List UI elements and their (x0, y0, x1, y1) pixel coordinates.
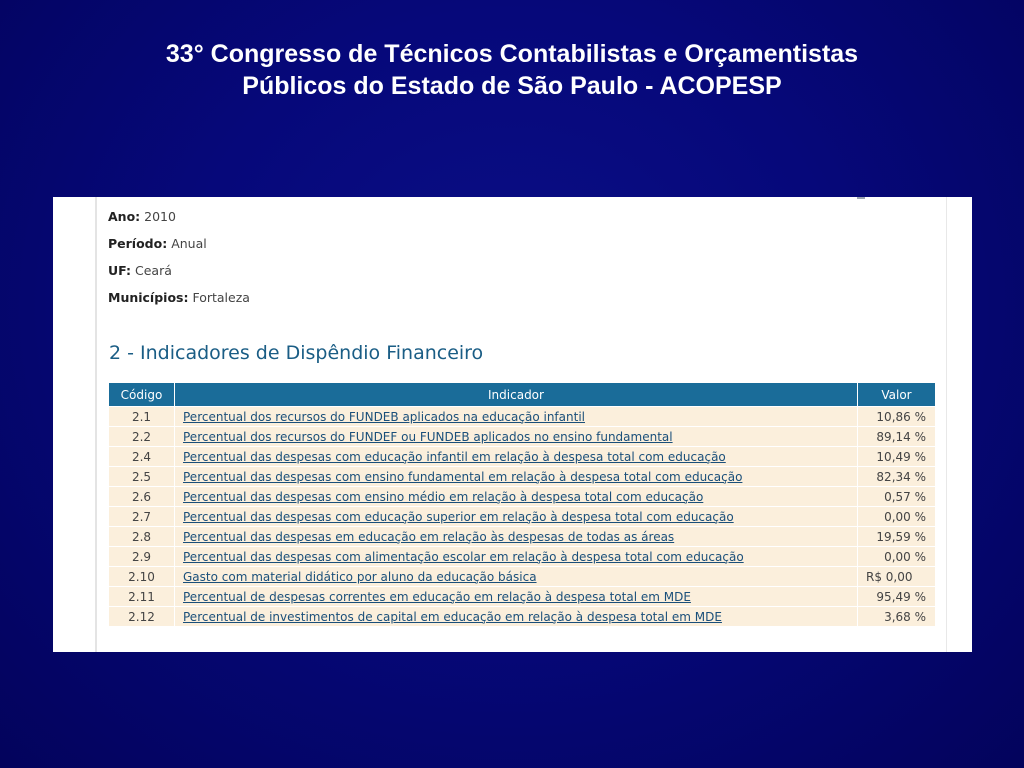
indicator-link[interactable]: Percentual de despesas correntes em educação em relação à despesa total em MDE (183, 589, 691, 604)
filter-ano (108, 209, 508, 224)
slide-title-line-1: 33° Congresso de Técnicos Contabilistas e Orçamentistas (165, 40, 859, 68)
filter-uf-value: Ceará (135, 263, 172, 278)
row-codigo: 2.10 (109, 567, 175, 587)
row-valor: 10,49 % (858, 447, 936, 467)
slide-title (0, 38, 1024, 102)
content-left-border (95, 197, 97, 652)
filter-municipios-value: Fortaleza (192, 290, 250, 305)
table-row (109, 507, 936, 527)
table-row (109, 487, 936, 507)
row-valor: 19,59 % (858, 527, 936, 547)
row-codigo: 2.12 (109, 607, 175, 627)
header-codigo: Código (109, 383, 175, 407)
indicators-table (108, 382, 936, 627)
indicator-link[interactable]: Percentual das despesas com ensino médio em relação à despesa total com educação (183, 489, 704, 504)
indicator-link[interactable]: Gasto com material didático por aluno da educação básica (183, 569, 537, 584)
table-row (109, 447, 936, 467)
content-right-border (946, 197, 947, 652)
row-valor: 3,68 % (858, 607, 936, 627)
table-row (109, 567, 936, 587)
row-valor: R$ 0,00 (858, 567, 936, 587)
table-row (109, 467, 936, 487)
indicator-link[interactable]: Percentual das despesas com alimentação escolar em relação à despesa total com educação (183, 549, 744, 564)
table-row (109, 587, 936, 607)
row-codigo: 2.7 (109, 507, 175, 527)
row-valor: 0,00 % (858, 507, 936, 527)
indicator-link[interactable]: Percentual de investimentos de capital em educação em relação à despesa total em MDE (183, 609, 722, 624)
row-codigo: 2.5 (109, 467, 175, 487)
table-row (109, 407, 936, 427)
indicator-link[interactable]: Percentual das despesas com ensino fundamental em relação à despesa total com educação (183, 469, 743, 484)
row-valor: 0,00 % (858, 547, 936, 567)
table-row (109, 547, 936, 567)
row-valor: 10,86 % (858, 407, 936, 427)
row-codigo: 2.11 (109, 587, 175, 607)
table-row (109, 427, 936, 447)
filter-uf-label: UF: (108, 263, 132, 278)
row-valor: 95,49 % (858, 587, 936, 607)
report-screenshot (53, 197, 972, 652)
slide-title-line-2: Públicos do Estado de São Paulo - ACOPESP (242, 72, 782, 100)
header-valor: Valor (858, 383, 936, 407)
row-codigo: 2.4 (109, 447, 175, 467)
row-codigo: 2.9 (109, 547, 175, 567)
indicator-link[interactable]: Percentual das despesas com educação superior em relação à despesa total com educação (183, 509, 734, 524)
table-row (109, 607, 936, 627)
filter-ano-value: 2010 (144, 209, 176, 224)
row-codigo: 2.6 (109, 487, 175, 507)
header-indicador: Indicador (175, 383, 858, 407)
row-valor: 89,14 % (858, 427, 936, 447)
filter-periodo-value: Anual (171, 236, 207, 251)
row-codigo: 2.8 (109, 527, 175, 547)
indicator-link[interactable]: Percentual das despesas com educação infantil em relação à despesa total com educação (183, 449, 726, 464)
scroll-marker (857, 197, 865, 199)
filter-periodo (108, 236, 508, 251)
section-title: 2 - Indicadores de Dispêndio Financeiro (109, 342, 484, 364)
row-codigo: 2.1 (109, 407, 175, 427)
filter-ano-label: Ano: (108, 209, 141, 224)
indicator-link[interactable]: Percentual dos recursos do FUNDEF ou FUNDEB aplicados no ensino fundamental (183, 429, 673, 444)
filter-municipios-label: Municípios: (108, 290, 189, 305)
table-header-row (109, 383, 936, 407)
row-valor: 82,34 % (858, 467, 936, 487)
table-row (109, 527, 936, 547)
row-codigo: 2.2 (109, 427, 175, 447)
filter-uf (108, 263, 508, 278)
filter-municipios (108, 290, 508, 305)
row-valor: 0,57 % (858, 487, 936, 507)
indicator-link[interactable]: Percentual dos recursos do FUNDEB aplicados na educação infantil (183, 409, 585, 424)
indicator-link[interactable]: Percentual das despesas em educação em relação às despesas de todas as áreas (183, 529, 675, 544)
filter-periodo-label: Período: (108, 236, 168, 251)
